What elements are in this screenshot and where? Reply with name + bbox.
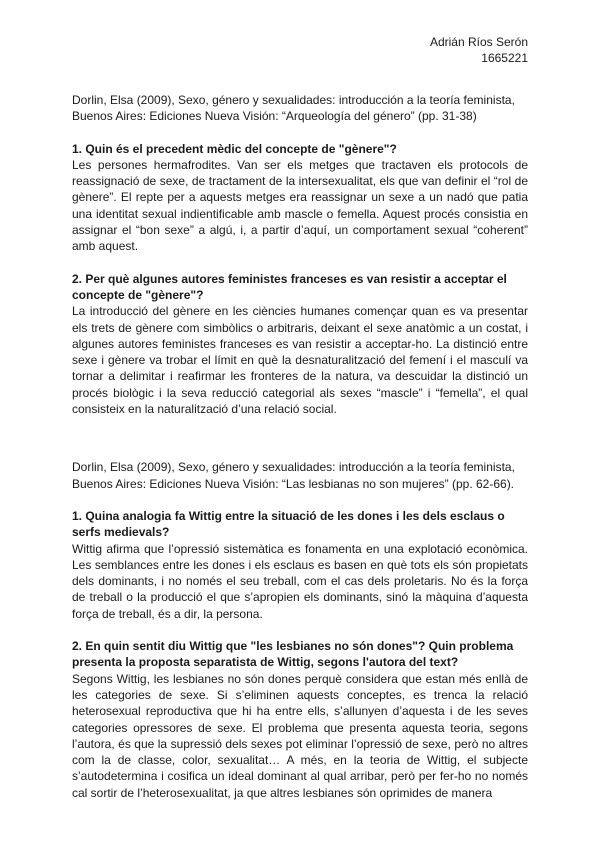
student-id: 1665221 — [481, 51, 528, 65]
citation-1-line-1: Dorlin, Elsa (2009), Sexo, género y sexualidades: introducción a la teoría feminista, — [72, 93, 515, 107]
page-header — [430, 34, 528, 66]
answer-paragraph: Wittig afirma que l’opressió sistemàtica es fonamenta en una explotació econòmica. Les semblances entre les dones i els esclaus es basen en què tots els són propietats dels dominants, i no només el seu treball, com el cas dels proletaris. No és la força de treball o la producció el que s’apropien els dominants, sinó la màquina d’aquesta força de treball, és a dir, la persona. — [72, 541, 528, 621]
question-heading: 1. Quina analogia fa Wittig entre la situació de les dones i les dels esclaus o serfs medievals? — [72, 508, 505, 540]
section-1-question-2 — [72, 271, 528, 418]
citation-2 — [72, 459, 528, 492]
author-name: Adrián Ríos Serón — [429, 35, 528, 49]
answer-paragraph: Segons Wittig, les lesbianes no són dones perquè considera que estan més enllà de les categories de sexe. Si s’eliminen aquests conceptes, es trenca la relació heterosexual reproductiva que hi ha entre ells, s’allunyen d’aquesta i de les seves categories opressores de sexe. El problema que presenta aquesta teoria, segons l’autora, és que la supressió dels sexes pot eliminar l’opressió de sexe, però no altres com la de classe, color, sexualitat… A més, en la teoria de Wittig, el subjecte s’autodetermina i cosifica un ideal dominant al qual arribar, però per fer-ho no només cal sortir de l’heterosexualitat, ja que altres lesbianes són oprimides de manera — [72, 671, 528, 800]
section-2-question-2 — [72, 638, 528, 801]
answer-paragraph: La introducció del gènere en les ciències humanes començar quan es va presentar els trets de gènere com simbòlics o arbitraris, deixant el sexe anatòmic a un costat, i algunes autores feministes franceses es van resistir a acceptar-ho. La distinció entre sexe i gènere va trobar el límit en què la desnaturalització del femení i el masculí va tornar a delimitar i reafirmar les fronteres de la natura, va descuidar la distinció un procés biològic i la seva reducció categorial als sexes “mascle” i “femella”, el qual consisteix en la naturalització d’una relació social. — [72, 304, 528, 417]
question-heading: 2. En quin sentit diu Wittig que "les lesbianes no són dones"? Quin problema presenta la proposta separatista de Wittig, segons l'autora del text? — [72, 639, 514, 670]
citation-1 — [72, 92, 528, 125]
citation-1-line-2: Buenos Aires: Ediciones Nueva Visión: “Arqueología del género” (pp. 31-38) — [72, 109, 477, 124]
citation-2-line-1: Dorlin, Elsa (2009), Sexo, género y sexualidades: introducción a la teoría feminista, — [72, 460, 515, 475]
section-2-question-1 — [72, 508, 528, 622]
question-heading: 2. Per què algunes autores feministes franceses es van resistir a acceptar el concepte de "gènere"? — [72, 271, 507, 302]
section-1-question-1 — [72, 141, 528, 255]
answer-paragraph: Les persones hermafrodites. Van ser els metges que tractaven els protocols de reassignació de sexe, de tractament de la intersexualitat, els que van definir el “rol de gènere”. El repte per a aquests metges era reassignar un sexe a un nadó que patia una identitat sexual indientificable amb mascle o femella. Aquest procés consistia en assignar el “bon sexe” a algú, i, a partir d’aquí, un comportament sexual “coherent” amb aquest. — [72, 157, 528, 254]
question-heading: 1. Quin és el precedent mèdic del concepte de "gènere"? — [72, 141, 397, 156]
document-body — [72, 92, 528, 817]
citation-2-line-2: Buenos Aires: Ediciones Nueva Visión: “Las lesbianas no son mujeres” (pp. 62-66). — [72, 476, 515, 491]
spacer — [72, 433, 528, 459]
